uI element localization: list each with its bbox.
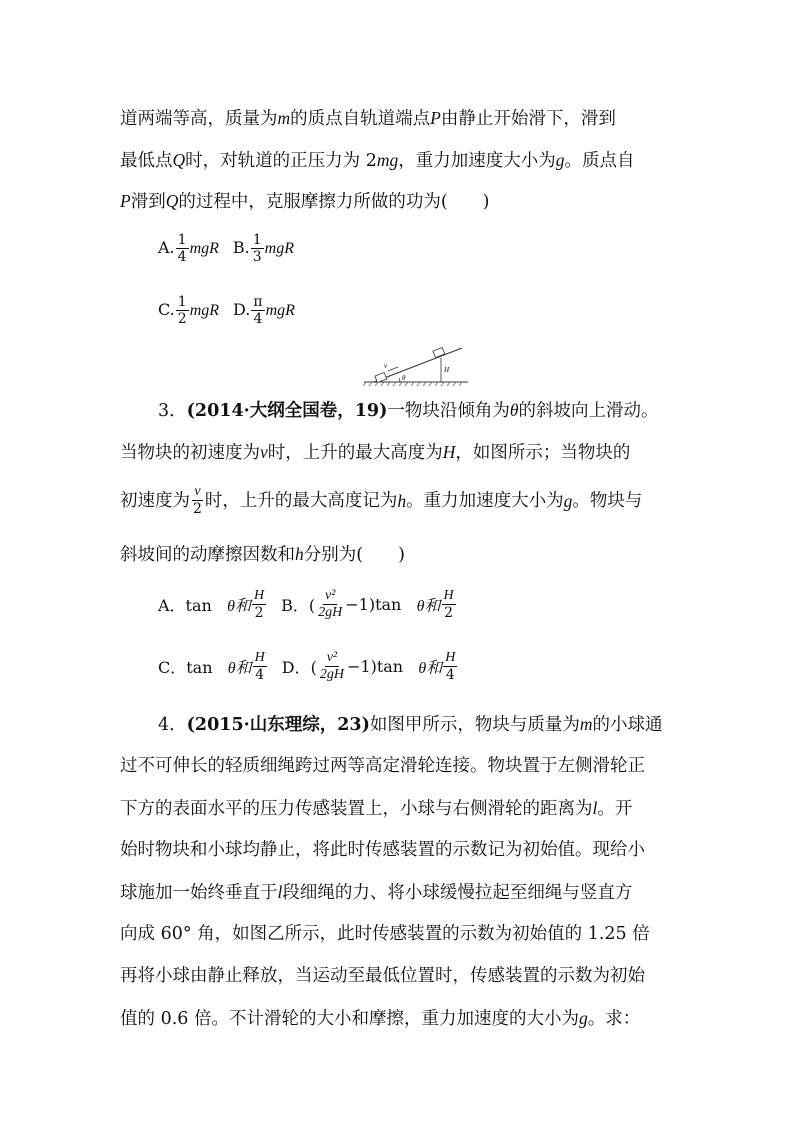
- q3-option-a: A．tan θ和 $\frac{H}{2}$: [158, 588, 265, 621]
- q2-option-d: D. $\frac{\pi}{4}$ mgR: [233, 294, 295, 327]
- q4-line-4: 始时物块和小球均静止，将此时传感装置的示数记为初始值。现给小: [120, 840, 645, 860]
- q3-option-d: D．( $\frac{\text{v²}}{2gH}$ −1)tan θ和 $\frac{H}{4}$: [281, 650, 456, 683]
- q4-line-7: 再将小球由静止释放，当运动至最低位置时，传感装置的示数为初始: [120, 966, 645, 986]
- q4-line-6: 向成 60° 角，如图乙所示，此时传感装置的示数为初始值的 1.25 倍: [120, 924, 650, 944]
- q3-options-row-2: [158, 650, 458, 683]
- q3-option-c: C．tan θ和 $\frac{H}{4}$: [158, 650, 265, 683]
- q2-line-2: 最低点Q时，对轨道的正压力为 2mg，重力加速度大小为g。质点自: [120, 150, 635, 171]
- q3-line-1: 3．(2014·大纲全国卷，19)一物块沿倾角为θ的斜坡向上滑动。: [158, 400, 659, 421]
- q2-line-3: P滑到Q的过程中，克服摩擦力所做的功为( ): [120, 191, 490, 212]
- q4-line-5: 球施加一始终垂直于l段细绳的力、将小球缓慢拉起至细绳与竖直方: [120, 882, 633, 903]
- q2-options-row-1: [158, 232, 294, 265]
- q3-option-b: B．( $\frac{\text{v²}}{2gH}$ −1)tan θ和 $\frac{H}{2}$: [281, 588, 454, 621]
- q2-option-c: C. $\frac{1}{2}$ mgR: [158, 294, 220, 327]
- figure-theta-label: θ: [402, 374, 406, 382]
- q2-option-a: A. $\frac{1}{4}$ mgR: [158, 232, 219, 265]
- q2-option-b: B. $\frac{1}{3}$ mgR: [232, 232, 294, 265]
- q2-line-1: 道两端等高，质量为m的质点自轨道端点P由静止开始滑下，滑到: [120, 108, 616, 129]
- q3-line-3: 初速度为 $\frac{v}{2}$ 时，上升的最大高度记为 h 。重力加速度大小为 g 。物块与: [120, 484, 643, 517]
- q4-line-1: 4．(2015·山东理综，23)如图甲所示，物块与质量为m的小球通: [158, 714, 663, 735]
- q3-line-4: 斜坡间的动摩擦因数和h分别为( ): [120, 544, 405, 565]
- q3-options-row-1: [158, 588, 457, 621]
- figure-v-label: v: [384, 362, 388, 370]
- q4-line-8: 值的 0.6 倍。不计滑轮的大小和摩擦，重力加速度的大小为g。求：: [120, 1008, 641, 1029]
- q3-line-2: 当物块的初速度为v时，上升的最大高度为H，如图所示；当物块的: [120, 442, 631, 463]
- q4-line-2: 过不可伸长的轻质细绳跨过两等高定滑轮连接。物块置于左侧滑轮正: [120, 756, 645, 776]
- incline-figure: [362, 338, 472, 388]
- q2-options-row-2: [158, 294, 295, 327]
- figure-h-label: H: [444, 366, 450, 374]
- q4-line-3: 下方的表面水平的压力传感装置上，小球与右侧滑轮的距离为l。开: [120, 798, 633, 819]
